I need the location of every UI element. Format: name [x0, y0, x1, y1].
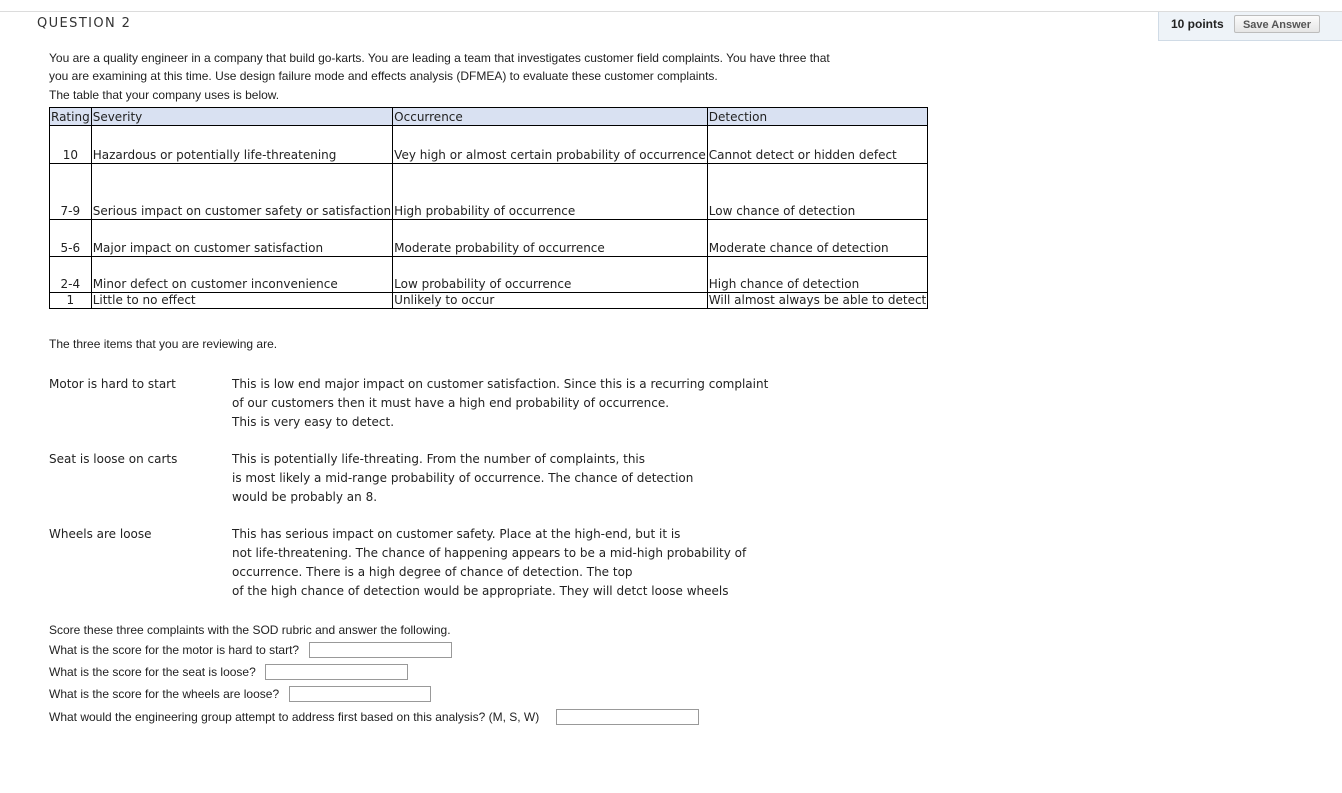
severity-cell: Major impact on customer satisfaction: [91, 220, 392, 257]
wheels-score-input[interactable]: [289, 686, 431, 702]
header-detection: Detection: [707, 108, 928, 126]
top-divider: [0, 11, 1342, 12]
question-wheels-label: What is the score for the wheels are loose?: [49, 687, 280, 701]
occurrence-cell: Low probability of occurrence: [393, 257, 708, 293]
detection-cell: High chance of detection: [707, 257, 928, 293]
intro-line-2: you are examining at this time. Use design failure mode and effects analysis (DFMEA) to evaluate these customer complaints.: [49, 69, 718, 83]
motor-score-input[interactable]: [309, 642, 452, 658]
desc-line: occurrence. There is a high degree of chance of detection. The top: [232, 565, 633, 579]
dfmea-table: [49, 107, 928, 309]
table-header-row: [50, 108, 928, 126]
item-desc-wheels: [232, 525, 746, 601]
occurrence-cell: Vey high or almost certain probability of occurrence: [393, 126, 708, 164]
desc-line: This is very easy to detect.: [232, 415, 395, 429]
detection-cell: Cannot detect or hidden defect: [707, 126, 928, 164]
rating-cell: 7-9: [50, 164, 92, 220]
rating-cell: 5-6: [50, 220, 92, 257]
desc-line: This is low end major impact on customer satisfaction. Since this is a recurring complaint: [232, 377, 769, 391]
rating-cell: 10: [50, 126, 92, 164]
points-label: 10 points: [1171, 17, 1224, 31]
occurrence-cell: High probability of occurrence: [393, 164, 708, 220]
intro-line-3: The table that your company uses is below.: [49, 88, 280, 102]
detection-cell: Low chance of detection: [707, 164, 928, 220]
occurrence-cell: Unlikely to occur: [393, 293, 708, 309]
question-priority-label: What would the engineering group attempt to address first based on this analysis? (M, S, W): [49, 710, 540, 724]
save-answer-button[interactable]: Save Answer: [1234, 15, 1320, 33]
table-row: [50, 220, 928, 257]
table-row: [50, 164, 928, 220]
header-occurrence: Occurrence: [393, 108, 708, 126]
item-name-wheels: Wheels are loose: [49, 527, 152, 541]
desc-line: would be probably an 8.: [232, 490, 378, 504]
items-intro: The three items that you are reviewing are.: [49, 337, 278, 351]
table-row: [50, 257, 928, 293]
severity-cell: Minor defect on customer inconvenience: [91, 257, 392, 293]
question-seat-label: What is the score for the seat is loose?: [49, 665, 256, 679]
item-name-motor: Motor is hard to start: [49, 377, 176, 391]
score-intro: Score these three complaints with the SOD rubric and answer the following.: [49, 623, 451, 637]
priority-answer-input[interactable]: [556, 709, 699, 725]
header-rating: Rating: [50, 108, 92, 126]
occurrence-cell: Moderate probability of occurrence: [393, 220, 708, 257]
item-desc-motor: [232, 375, 768, 432]
severity-cell: Little to no effect: [91, 293, 392, 309]
rating-cell: 2-4: [50, 257, 92, 293]
desc-line: This is potentially life-threating. From the number of complaints, this: [232, 452, 646, 466]
rating-cell: 1: [50, 293, 92, 309]
question-title: QUESTION 2: [37, 16, 132, 31]
desc-line: of the high chance of detection would be appropriate. They will detct loose wheels: [232, 584, 729, 598]
desc-line: not life-threatening. The chance of happening appears to be a mid-high probability of: [232, 546, 747, 560]
seat-score-input[interactable]: [265, 664, 408, 680]
item-desc-seat: [232, 450, 693, 507]
intro-line-1: You are a quality engineer in a company that build go-karts. You are leading a team that investigates customer field complaints. You have three that: [49, 51, 830, 65]
severity-cell: Hazardous or potentially life-threatening: [91, 126, 392, 164]
detection-cell: Moderate chance of detection: [707, 220, 928, 257]
item-name-seat: Seat is loose on carts: [49, 452, 178, 466]
points-panel: [1158, 12, 1342, 41]
table-row: [50, 126, 928, 164]
severity-cell: Serious impact on customer safety or satisfaction: [91, 164, 392, 220]
desc-line: is most likely a mid-range probability of occurrence. The chance of detection: [232, 471, 694, 485]
desc-line: of our customers then it must have a high end probability of occurrence.: [232, 396, 670, 410]
header-severity: Severity: [91, 108, 392, 126]
table-row: [50, 293, 928, 309]
question-motor-label: What is the score for the motor is hard to start?: [49, 643, 300, 657]
detection-cell: Will almost always be able to detect: [708, 293, 927, 307]
desc-line: This has serious impact on customer safety. Place at the high-end, but it is: [232, 527, 681, 541]
